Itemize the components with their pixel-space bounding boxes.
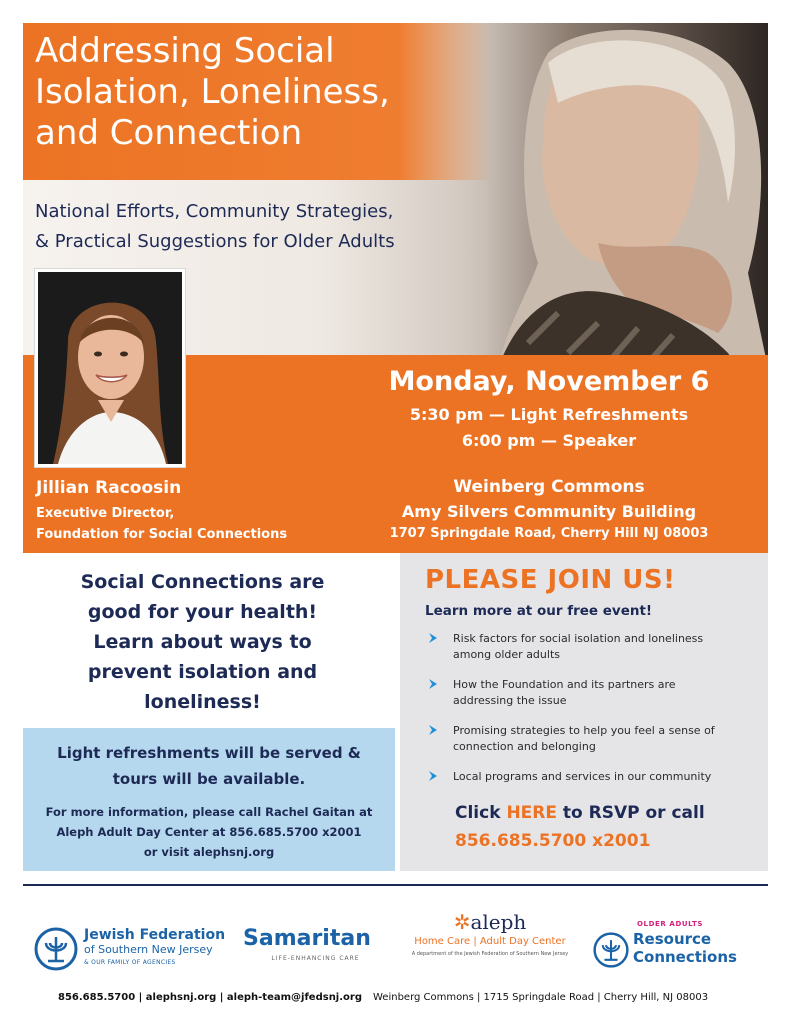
refreshments-line: Light refreshments will be served & [57,744,361,762]
message-line: Learn about ways to [93,631,312,653]
rsvp-phone[interactable]: 856.685.5700 x2001 [455,831,651,851]
aleph-wordmark [405,910,575,934]
event-datetime [330,362,768,454]
subtitle-line-1: National Efforts, Community Strategies, [35,201,394,222]
speaker-name: Jillian Racoosin [36,478,182,498]
footer-divider [23,884,768,886]
subtitle-line-2: & Practical Suggestions for Older Adults [35,231,395,252]
aleph-leaf-icon: ✲ [453,910,471,934]
chevron-right-icon [427,678,439,690]
title-line-2: Isolation, Loneliness, [35,72,390,112]
contact-info [29,802,389,862]
logo-text: A department of the Jewish Federation of Southern New Jersey [411,951,569,957]
logo-text: Jewish Federation [84,927,226,943]
message-line: prevent isolation and [87,661,318,683]
logo-text: Connections [633,948,737,966]
contact-line[interactable]: or visit alephsnj.org [143,845,275,859]
samaritan-logo [243,925,388,975]
message-line: loneliness! [144,691,261,713]
logo-text: Home Care | Adult Day Center [414,936,566,947]
chevron-right-icon [427,770,439,782]
refreshments-line: tours will be available. [112,770,306,788]
list-item-text: connection and belonging [453,740,596,753]
list-item-text: How the Foundation and its partners are [453,678,676,691]
rsvp-here-link[interactable]: HERE [506,803,557,823]
list-item [425,769,755,785]
logo-text: of Southern New Jersey [84,943,213,956]
join-heading: PLEASE JOIN US! [425,565,676,595]
event-date: Monday, November 6 [388,366,710,397]
venue-name: Weinberg Commons [453,477,645,497]
speaker-title: Executive Director, [36,506,175,521]
rsvp-cta [455,799,705,855]
title-line-1: Addressing Social [35,31,335,71]
logo-text: Samaritan [243,926,371,951]
list-item-text: among older adults [453,648,560,661]
logo-text: LIFE-ENHANCING CARE [271,955,360,962]
aleph-logo [405,910,575,975]
title-band [23,23,493,180]
menorah-icon [593,932,629,968]
logo-text: & OUR FAMILY OF AGENCIES [84,959,176,966]
footer-contact[interactable]: 856.685.5700 | alephsnj.org | aleph-team@jfedsnj.org [58,992,362,1003]
logo-text: aleph [470,910,527,934]
message-line: Social Connections are [80,571,325,593]
venue-address: 1707 Springdale Road, Cherry Hill NJ 08003 [389,526,709,541]
contact-line: Aleph Adult Day Center at 856.685.5700 x2001 [56,825,362,839]
chevron-right-icon [427,724,439,736]
title-line-3: and Connection [35,113,303,153]
list-item [425,631,755,663]
logo-text: Resource [633,930,712,948]
health-message [40,567,365,717]
speaker-organization: Foundation for Social Connections [36,527,288,542]
rsvp-text: to RSVP or call [556,803,705,823]
speaker-role [36,503,287,545]
topic-list [425,631,755,799]
list-item-text: Local programs and services in our community [453,770,712,783]
list-item [425,723,755,755]
chevron-right-icon [427,632,439,644]
message-line: good for your health! [87,601,318,623]
refreshments-box [23,728,395,871]
list-item-text: Risk factors for social isolation and loneliness [453,632,704,645]
refreshments-note [35,740,383,792]
list-item-text: addressing the issue [453,694,567,707]
rsvp-text: Click [455,803,507,823]
join-subheading: Learn more at our free event! [425,603,653,619]
resource-connections-logo [593,920,763,975]
join-box [400,553,768,871]
menorah-icon [34,927,78,971]
event-title [35,31,481,154]
logo-text: OLDER ADULTS [637,920,704,928]
event-time-refreshments: 5:30 pm — Light Refreshments [409,405,689,424]
event-subtitle [35,197,395,257]
contact-line: For more information, please call Rachel Gaitan at [45,805,373,819]
list-item-text: Promising strategies to help you feel a sense of [453,724,715,737]
event-time-speaker: 6:00 pm — Speaker [461,431,637,450]
jewish-federation-logo [34,925,234,975]
speaker-photo [38,272,182,464]
list-item [425,677,755,709]
venue-building: Amy Silvers Community Building [401,502,697,521]
speaker-portrait [34,268,186,468]
footer-address: Weinberg Commons | 1715 Springdale Road | Cherry Hill, NJ 08003 [373,992,709,1003]
